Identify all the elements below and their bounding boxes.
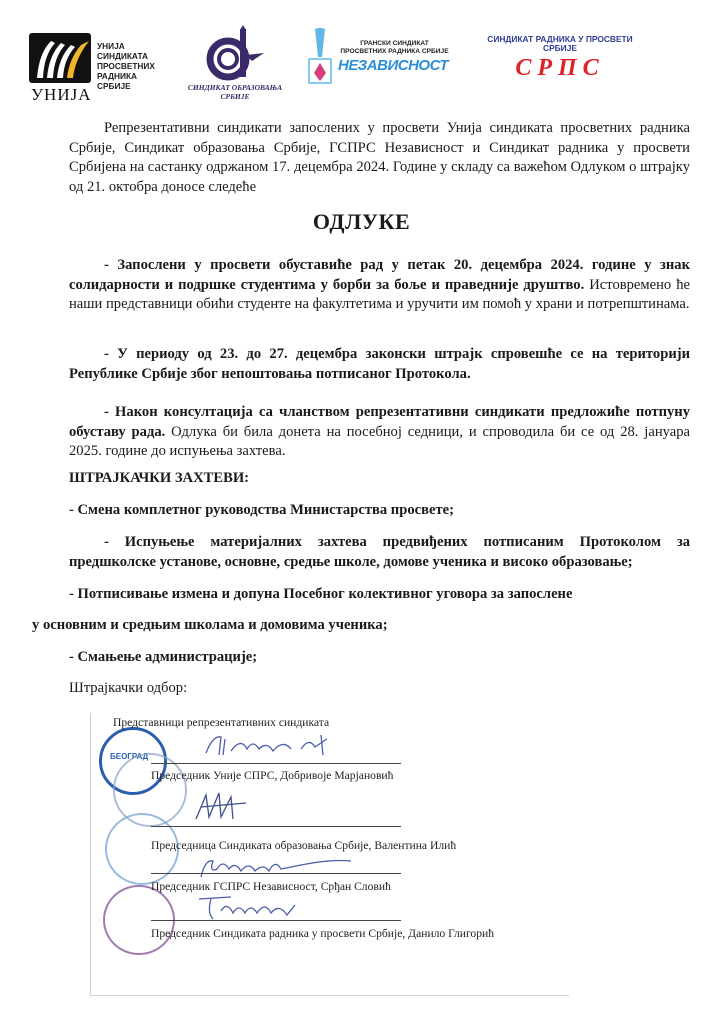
srps-logo: [460, 35, 660, 105]
signatures-header: Представници репрезентативних синдиката: [113, 716, 330, 729]
sos-logo: [175, 25, 295, 110]
decision-1-bold: - Запослени у просвети обуставиће рад у петак 20. децембра 2024. године у знак солидарности и подршке студентима у борби за боље и праведније друштво.: [69, 257, 690, 293]
document-title: ОДЛУКЕ: [312, 209, 411, 234]
demands-heading: ШТРАЈКАЧКИ ЗАХТЕВИ:: [69, 470, 250, 486]
gspr-line: ГРАНСКИ СИНДИКАТ: [360, 40, 429, 47]
unija-wordmark: УНИЈА: [31, 85, 92, 104]
demand-item: - Смена комплетног руководства Министарства просвете;: [69, 502, 454, 518]
srps-wordmark: СРПС: [515, 55, 605, 81]
signature-line: [151, 763, 401, 764]
unija-logo: [27, 31, 155, 107]
unija-line: ПРОСВЕТНИХ: [97, 61, 155, 71]
unija-line: РАДНИКА: [97, 71, 138, 81]
signature-block: [90, 713, 569, 996]
srps-line: СИНДИКАТ РАДНИКА У ПРОСВЕТИ: [487, 34, 633, 44]
decision-2-bold: - У периоду од 23. до 27. децембра законски штрајк спровешће се на територији Републике Србије због непоштовања потписаног Протокола.: [69, 346, 690, 382]
unija-book-icon: [29, 33, 91, 83]
demand-item: - Смањење администрације;: [69, 649, 258, 665]
sos-line: СРБИЈЕ: [220, 92, 250, 101]
decision-1-text: Истовремено ће наши представници обићи студенте на факултетима и уручити им помоћ у храни и потрепштинама.: [69, 276, 690, 313]
intro-paragraph: Репрезентативни синдикати запослених у просвети Унија синдиката просветних радника Србије, Синдикат образовања Србије, ГСПРС Независност и Синдикат радника у просвети Србијена на састанку одржаном 17. децембра 2024. Године у складу са важећом Одлуком о штрајку од 21. октобра доносе следеће: [69, 120, 690, 195]
unija-logo-text: [97, 41, 155, 91]
sos-pen-icon: [202, 25, 268, 81]
stamp-text: БЕОГРАД: [110, 752, 149, 761]
sos-logo-text: [175, 83, 295, 101]
decision-3-text: Одлука би била донета на посебној седници, и спроводила би се од 28. јануара 2025. године до испуњења захтева.: [69, 423, 691, 460]
gspr-wordmark: НЕЗАВИСНОСТ: [338, 57, 448, 74]
gspr-line: ПРОСВЕТНИХ РАДНИКА СРБИЈЕ: [340, 48, 449, 55]
demand-item: - Потписивање измена и допуна Посебног колективног уговора за запослене: [69, 586, 573, 602]
signer-name: Председница Синдиката образовања Србије, Валентина Илић: [151, 839, 457, 852]
signature-slovic: [191, 853, 361, 883]
sos-line: СИНДИКАТ ОБРАЗОВАЊА: [187, 83, 283, 92]
demand-item-continued: у основним и средњим школама и домовима ученика;: [32, 617, 388, 633]
demand-item: - Испуњење материјалних захтева предвиђених потписаним Протоколом за предшколске установе, основне, средње школе, домове ученика и високо образовање;: [69, 534, 690, 570]
signer-name: Председник Синдиката радника у просвети Србије, Данило Глигорић: [151, 927, 495, 940]
logo-bar: [25, 25, 705, 110]
srps-logo-text: [460, 35, 660, 53]
decision-3-bold: - Након консултација са чланством репрезентативни синдикати предложиће потпуну обуставу рада.: [69, 404, 690, 440]
unija-line: УНИЈА: [97, 41, 125, 51]
signature-line: [151, 920, 401, 921]
gspr-logo-text: [332, 40, 457, 56]
exclamation-pen-icon: [305, 27, 335, 85]
decision-2: [69, 345, 690, 384]
signer-name: Председник Уније СПРС, Добривоје Марјановић: [151, 769, 394, 782]
signature-line: [151, 873, 401, 874]
decision-3: [69, 403, 690, 462]
decision-1: [69, 256, 690, 315]
unija-line: СИНДИКАТА: [97, 51, 149, 61]
unija-line: СРБИЈЕ: [97, 81, 131, 91]
signature-gligoric: [191, 893, 341, 923]
signer-name: Председник ГСПРС Независност, Срђан Словић: [151, 880, 391, 893]
signature-ilic: [191, 789, 261, 825]
srps-line: СРБИЈЕ: [543, 43, 577, 53]
signature-line: [151, 826, 401, 827]
gspr-logo: [300, 27, 460, 107]
committee-label: Штрајкачки одбор:: [69, 680, 188, 696]
signature-marjanovic: [201, 731, 351, 761]
